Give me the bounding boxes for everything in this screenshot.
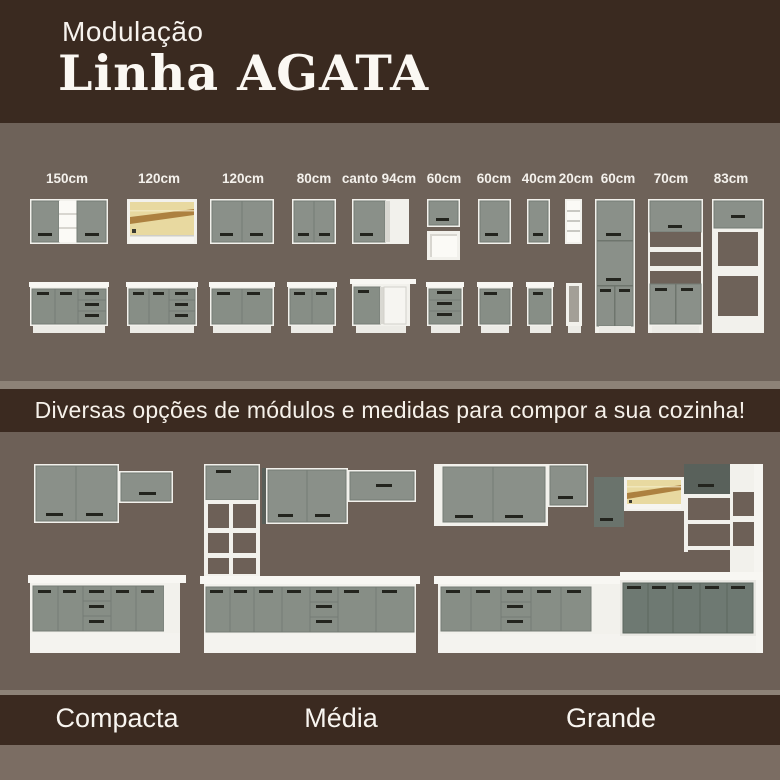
kitchen-label-compacta: Compacta [55,703,179,733]
separator-line-top [0,381,780,389]
module-size-label: 60cm [600,171,636,186]
kitchens-band [0,432,780,690]
modules-band [0,123,780,381]
banner-text: Diversas opções de módulos e medidas para compor a sua cozinha! [34,397,746,423]
module-size-label: 40cm [521,171,557,186]
module-size-label: 120cm [221,171,265,186]
page-title: Linha AGATA [58,44,430,102]
module-size-label: 60cm [476,171,512,186]
module-size-label: 70cm [653,171,689,186]
bottom-strip [0,745,780,780]
kitchen-label-grande: Grande [565,703,657,733]
module-size-label: 120cm [137,171,181,186]
kitchen-label-media: Média [304,703,378,733]
module-size-label: 150cm [45,171,89,186]
module-size-label: 60cm [426,171,462,186]
module-size-label: 83cm [713,171,749,186]
header-kicker: Modulação [62,16,204,47]
module-size-label: 20cm [558,171,594,186]
module-size-label: 80cm [296,171,332,186]
module-size-label: canto 94cm [341,171,417,186]
